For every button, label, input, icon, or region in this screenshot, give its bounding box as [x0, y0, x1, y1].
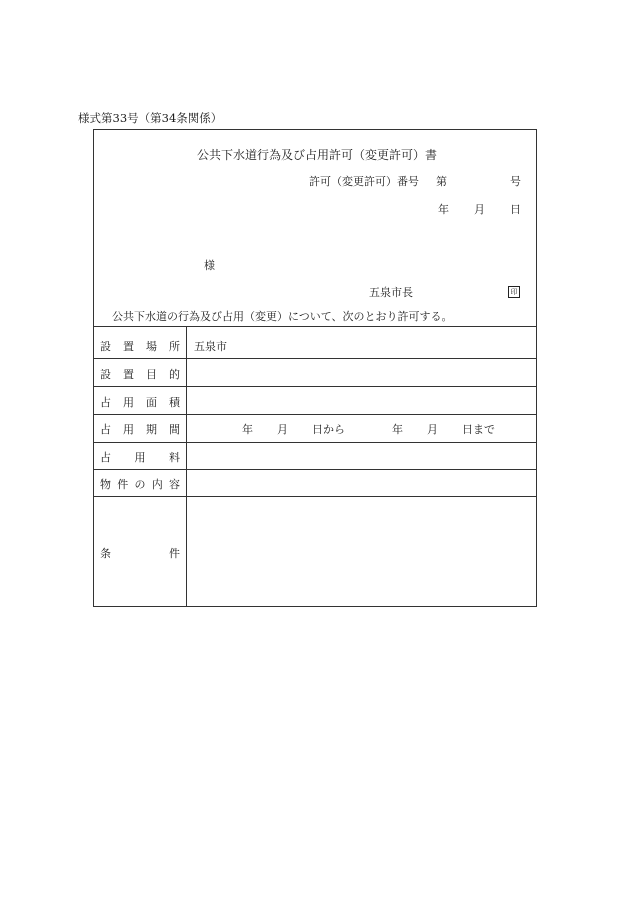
row-label-location: 設 置 場 所 — [100, 340, 180, 353]
row-label-purpose: 設 置 目 的 — [100, 368, 180, 381]
form-number-label: 様式第33号（第34条関係） — [78, 111, 223, 125]
seal-mark: 印 — [508, 286, 520, 298]
row-divider — [94, 386, 536, 387]
row-divider — [94, 469, 536, 470]
row-divider — [94, 442, 536, 443]
row-divider — [94, 358, 536, 359]
form-title: 公共下水道行為及び占用許可（変更許可）書 — [197, 148, 438, 162]
permit-number-dai: 第 — [436, 175, 447, 188]
period-to-day: 日まで — [462, 423, 495, 436]
period-from-year: 年 — [242, 423, 253, 436]
permit-statement: 公共下水道の行為及び占用（変更）について、次のとおり許可する。 — [112, 310, 453, 323]
permit-number-label: 許可（変更許可）番号 — [309, 175, 419, 188]
addressee-suffix: 様 — [204, 259, 215, 272]
row-label-area: 占 用 面 積 — [100, 396, 180, 409]
issue-date-year: 年 — [438, 203, 449, 216]
row-divider — [94, 496, 536, 497]
permit-number-go: 号 — [510, 175, 521, 188]
permit-form — [93, 129, 537, 607]
issuer-name: 五泉市長 — [369, 286, 413, 299]
table-top-rule — [94, 326, 536, 327]
period-from-day: 日から — [312, 423, 345, 436]
row-divider — [94, 414, 536, 415]
row-label-period: 占 用 期 間 — [100, 423, 180, 436]
period-from-month: 月 — [277, 423, 288, 436]
row-label-contents: 物 件 の 内 容 — [100, 478, 180, 491]
location-value: 五泉市 — [194, 340, 227, 353]
row-label-fee: 占 用 料 — [100, 451, 180, 464]
column-divider — [186, 326, 187, 606]
row-label-conditions: 条 件 — [100, 547, 180, 560]
issue-date-day: 日 — [510, 203, 521, 216]
period-to-month: 月 — [427, 423, 438, 436]
period-to-year: 年 — [392, 423, 403, 436]
issue-date-month: 月 — [474, 203, 485, 216]
